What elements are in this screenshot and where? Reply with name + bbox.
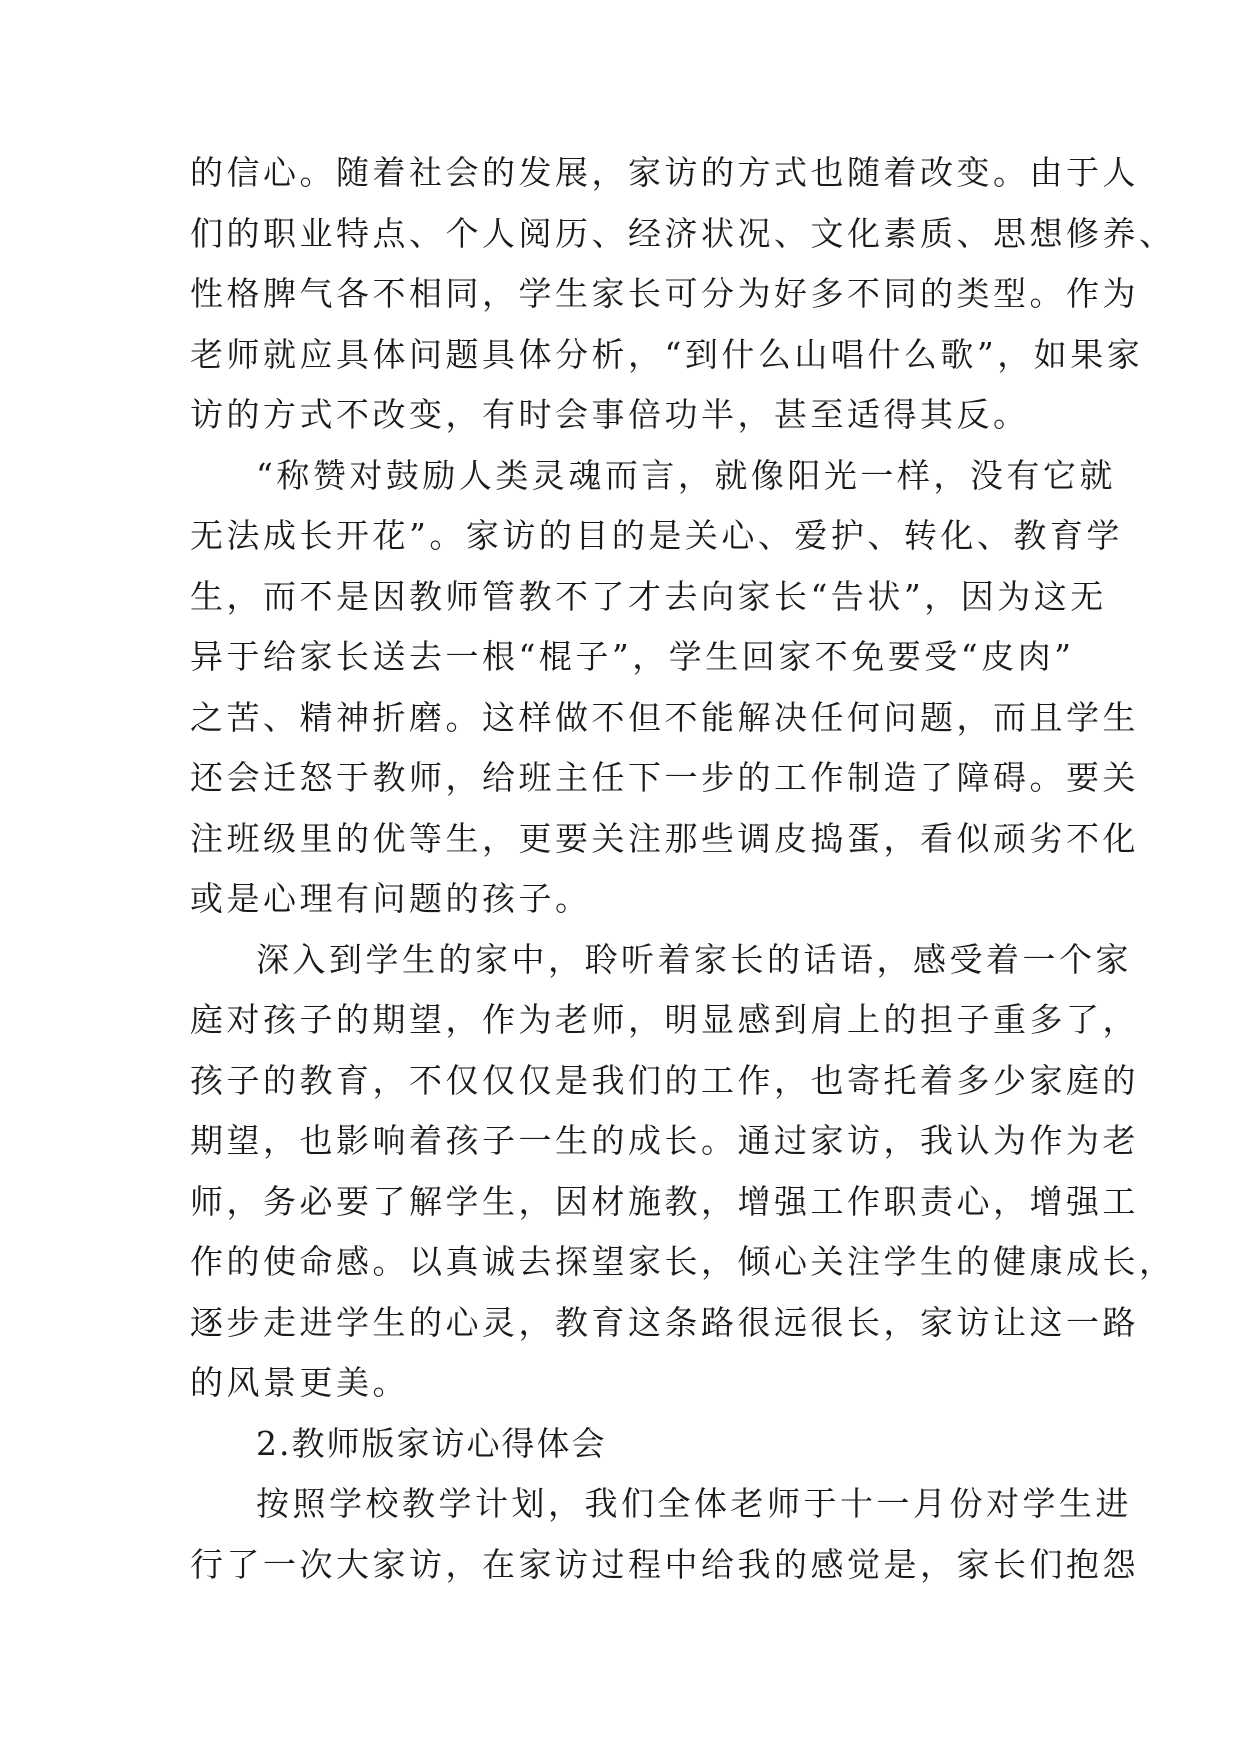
text-line: 深入到学生的家中，聆听着家长的话语，感受着一个家	[256, 939, 1132, 979]
text-line: 期望，也影响着孩子一生的成长。通过家访，我认为作为老	[190, 1121, 1139, 1160]
text-line: 无法成长开花”。家访的目的是关心、爱护、转化、教育学	[190, 516, 1123, 555]
text-line: 孩子的教育，不仅仅仅是我们的工作，也寄托着多少家庭的	[190, 1060, 1139, 1100]
section-heading: 2.教师版家访心得体会	[256, 1423, 607, 1463]
text-line: 师，务必要了解学生，因材施教，增强工作职责心，增强工	[190, 1181, 1139, 1221]
text-line: 生，而不是因教师管教不了才去向家长“告状”，因为这无	[190, 576, 1107, 616]
text-line: 们的职业特点、个人阅历、经济状况、文化素质、思想修养、	[190, 213, 1176, 253]
text-line: 还会迁怒于教师，给班主任下一步的工作制造了障碍。要关	[190, 758, 1139, 797]
text-line: 的信心。随着社会的发展，家访的方式也随着改变。由于人	[190, 153, 1139, 192]
text-line: 或是心理有问题的孩子。	[190, 879, 592, 918]
body-text	[190, 143, 1176, 1595]
text-line: “称赞对鼓励人类灵魂而言，就像阳光一样，没有它就	[256, 455, 1116, 495]
text-line: 逐步走进学生的心灵，教育这条路很远很长，家访让这一路	[190, 1302, 1139, 1342]
text-line: 按照学校教学计划，我们全体老师于十一月份对学生进	[256, 1484, 1132, 1523]
text-line: 之苦、精神折磨。这样做不但不能解决任何问题，而且学生	[190, 697, 1139, 737]
text-line: 性格脾气各不相同，学生家长可分为好多不同的类型。作为	[190, 274, 1139, 313]
text-line: 访的方式不改变，有时会事倍功半，甚至适得其反。	[190, 395, 1030, 434]
text-line: 异于给家长送去一根“棍子”，学生回家不免要受“皮肉”	[190, 637, 1075, 676]
text-line: 的风景更美。	[190, 1363, 409, 1402]
text-line: 注班级里的优等生，更要关注那些调皮捣蛋，看似顽劣不化	[190, 818, 1139, 858]
text-line: 作的使命感。以真诚去探望家长，倾心关注学生的健康成长，	[190, 1242, 1176, 1281]
text-line: 老师就应具体问题具体分析，“到什么山唱什么歌”，如果家	[190, 334, 1144, 374]
text-line: 行了一次大家访，在家访过程中给我的感觉是，家长们抱怨	[190, 1544, 1139, 1584]
text-line: 庭对孩子的期望，作为老师，明显感到肩上的担子重多了，	[190, 1000, 1139, 1039]
